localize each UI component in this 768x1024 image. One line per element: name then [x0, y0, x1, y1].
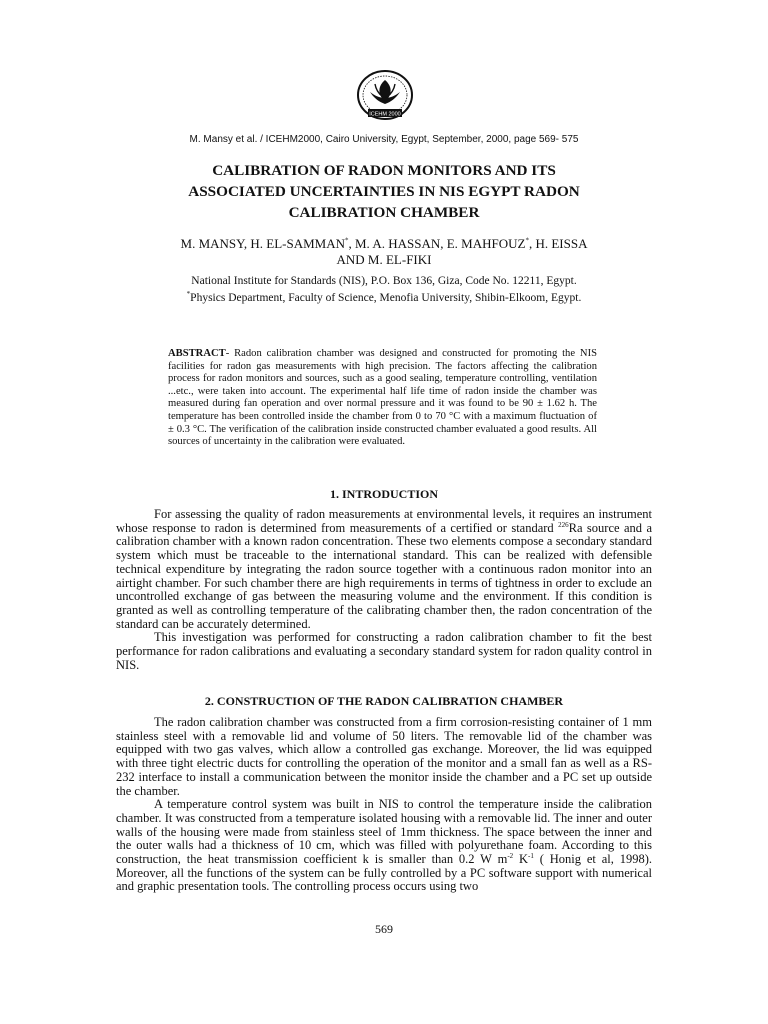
- paragraph-text: ( Honig et al, 1998). Moreover, all the functions of the system can be fully controlled by a PC software support with numerical and graphic presentation tools. The controlling process occurs using two: [116, 852, 652, 894]
- page-number: 569: [375, 922, 393, 936]
- abstract-text: - Radon calibration chamber was designed and constructed for promoting the NIS facilities for radon gas measurements with high precision. The factors affecting the calibration process for radon monitors and sources, such as a good sealing, temperature controlling, ventilation ...etc., were taken into account. The experimental half life time of radon inside the chamber was measured during fan operation and over normal pressure and it was found to be 90 ± 1.62 h. The temperature has been controlled inside the chamber from 0 to 70 °C with a maximum fluctuation of ± 0.3 °C. The verification of the calibration inside constructed chamber evaluated a good results. All sources of uncertainty in the calibration were evaluated.: [168, 348, 597, 448]
- paragraph: This investigation was performed for constructing a radon calibration chamber to fit the best performance for radon calibrations and evaluating a secondary standard system for radon quality control in NIS.: [116, 630, 652, 672]
- citation-line: M. Mansy et al. / ICEHM2000, Cairo University, Egypt, September, 2000, page 569- 575: [189, 134, 579, 145]
- isotope-superscript: 226: [558, 520, 569, 529]
- paragraph-text: A temperature control system was built in NIS to control the temperature inside the calibration chamber. It was constructed from a temperature isolated housing with a removable lid. The inner and outer walls of the housing were made from stainless steel of 1mm thickness. The space between the inner and the outer walls had a thickness of 10 cm, which was filled with polyurethane foam. According to this construction, the heat transmission coefficient k is smaller than 0.2 W m: [116, 797, 652, 867]
- introduction-body: [116, 508, 652, 672]
- unit-superscript: -2: [507, 851, 514, 860]
- abstract: [168, 348, 597, 449]
- abstract-label: ABSTRACT: [168, 348, 226, 359]
- affiliation-mark: *: [525, 236, 529, 245]
- affiliation-text: Physics Department, Faculty of Science, Menofia University, Shibin-Elkoom, Egypt.: [190, 292, 582, 304]
- section-heading-introduction: 1. INTRODUCTION: [329, 487, 438, 501]
- author-text: , M. A. HASSAN, E. MAHFOUZ: [348, 236, 526, 251]
- logo-text: ICEHM 2000: [369, 111, 401, 118]
- title-line: ASSOCIATED UNCERTAINTIES IN NIS EGYPT RADON: [188, 183, 580, 200]
- construction-body: [116, 716, 652, 894]
- affiliation-nis: National Institute for Standards (NIS), P.O. Box 136, Giza, Code No. 12211, Egypt.: [191, 275, 577, 287]
- paper-title: [120, 160, 648, 223]
- author-text: M. MANSY, H. EL-SAMMAN: [180, 236, 345, 251]
- affiliation-mark: *: [344, 236, 349, 245]
- affiliation-physics: [0, 292, 768, 304]
- author-text: AND M. EL-FIKI: [336, 252, 432, 267]
- paragraph-text: K: [513, 852, 529, 867]
- conference-logo: [350, 68, 420, 126]
- author-text: , H. EISSA: [528, 236, 588, 251]
- paragraph: [116, 508, 652, 631]
- section-heading-construction: 2. CONSTRUCTION OF THE RADON CALIBRATION CHAMBER: [204, 694, 564, 708]
- paragraph-text: Ra source and a calibration chamber with a known radon concentration. These two elements compose a secondary standard system which must be traceable to the international standard. This can be realized with defensible technical expenditure by integrating the radon source together with a continuous radon monitor into an airtight chamber. For such chamber there are high requirements in terms of tightness in order to exclude an uncontrolled exchange of gas between the measuring volume and the environment. If this condition is granted as well as controlling temperature of the calibrating chamber then, the radon concentration of the standard can be accurately determined.: [116, 520, 652, 631]
- unit-superscript: -1: [528, 851, 534, 860]
- author-list: [130, 236, 638, 268]
- paragraph-text: For assessing the quality of radon measurements at environmental levels, it requires an instrument whose response to radon is determined from measurements of a certified or standard: [116, 507, 652, 535]
- title-line: CALIBRATION CHAMBER: [288, 204, 480, 221]
- title-line: CALIBRATION OF RADON MONITORS AND ITS: [212, 162, 556, 179]
- paragraph: [116, 798, 652, 894]
- paragraph: The radon calibration chamber was constructed from a firm corrosion-resisting container of 1 mm stainless steel with a removable lid and volume of 50 liters. The removable lid of the chamber was equipped with two gas valves, which allow a controlled gas exchange. Moreover, the lid was equipped with three tight electric ducts for controlling the operation of the monitor and a small fan as well as a RS-232 interface to install a communication between the monitor inside the chamber and a PC set up outside the chamber.: [116, 715, 652, 798]
- affiliation-mark: *: [186, 290, 191, 299]
